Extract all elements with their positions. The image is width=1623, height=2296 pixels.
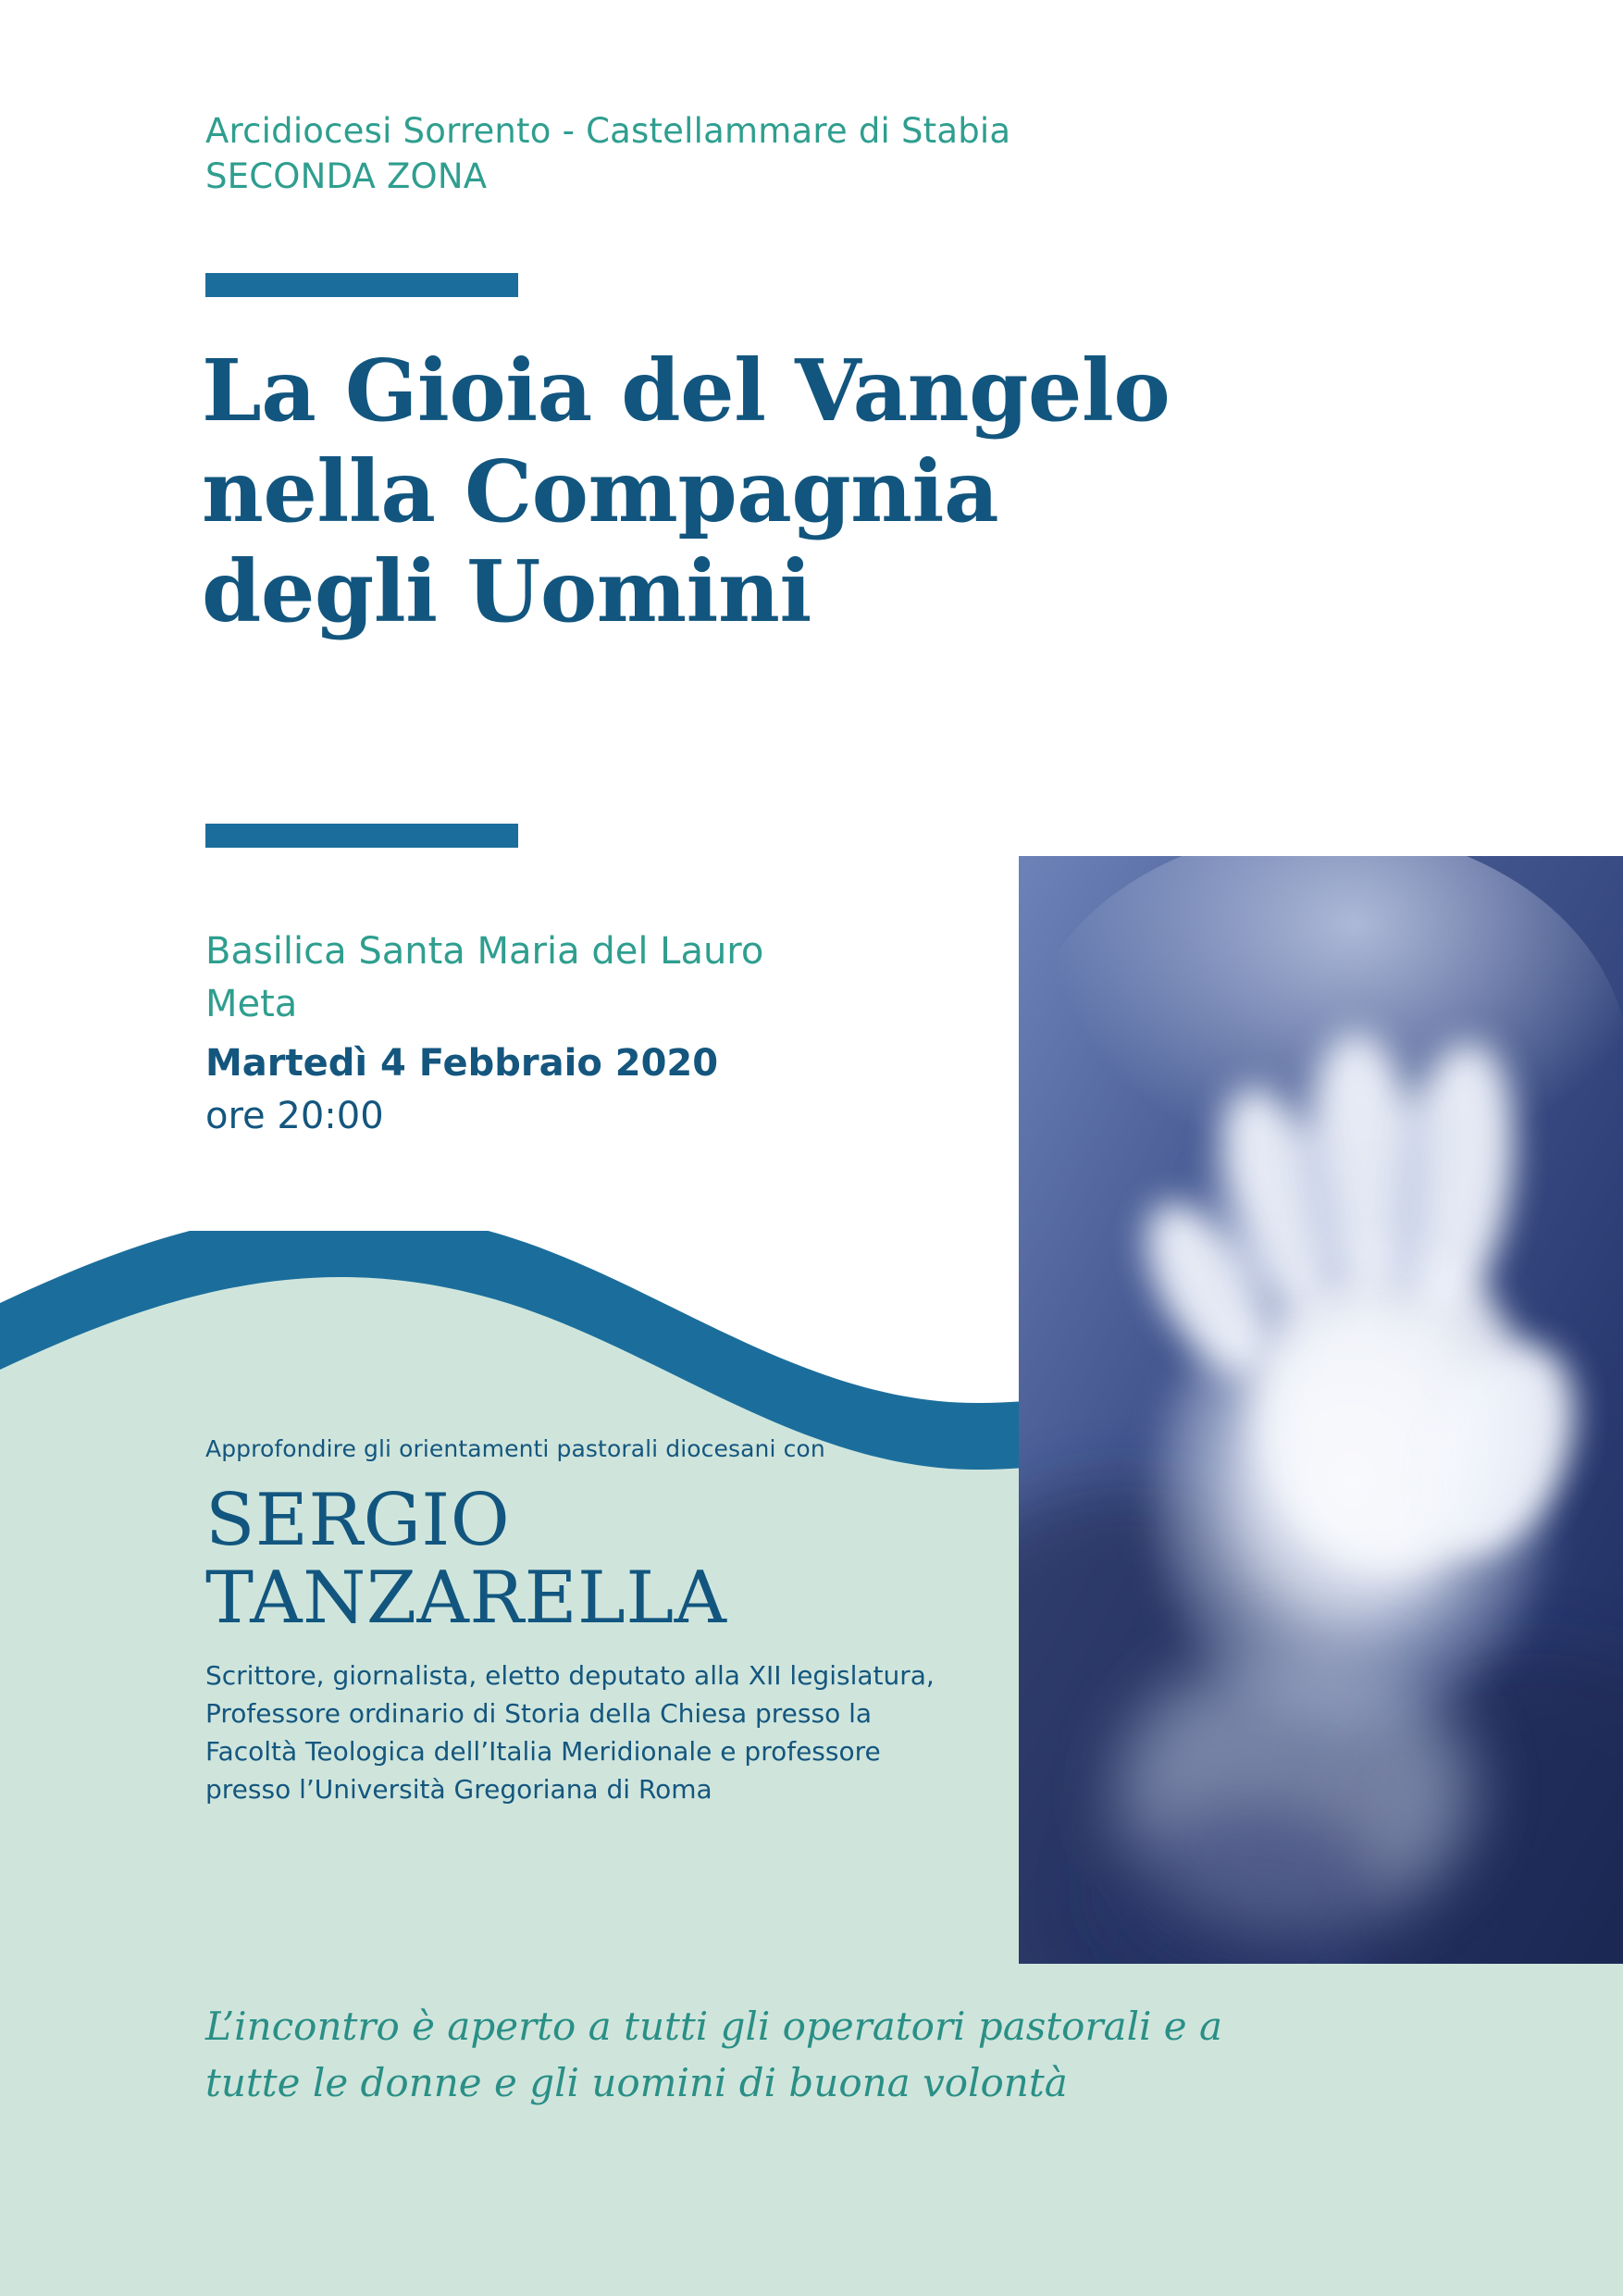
event-details: [205, 925, 1038, 1142]
title-line-3: degli Uomini: [202, 541, 812, 642]
speaker-block: [205, 1434, 946, 1808]
divider-rule-bottom: [205, 824, 518, 848]
event-date: Martedì 4 Febbraio 2020: [205, 1041, 719, 1085]
open-hand-photo: [1019, 856, 1623, 1964]
venue-name: Basilica Santa Maria del Lauro: [205, 930, 764, 973]
title-line-1: La Gioia del Vangelo: [202, 341, 1171, 441]
closing-note: [205, 1999, 1427, 2112]
speaker-name: [205, 1478, 946, 1640]
closing-line-2: tutte le donne e gli uomini di buona volontà: [205, 2059, 1068, 2105]
title-line-2: nella Compagnia: [202, 441, 999, 541]
closing-line-1: L’incontro è aperto a tutti gli operatori pastorali e a: [205, 2004, 1223, 2049]
speaker-bio: Scrittore, giornalista, eletto deputato alla XII legislatura, Professore ordinario di Storia della Chiesa presso la Facoltà Teologica dell’Italia Meridionale e professore presso l’Università Gregoriana di Roma: [205, 1659, 935, 1805]
diocese-header: [205, 109, 1316, 200]
zone-name: SECONDA ZONA: [205, 155, 488, 196]
diocese-name: Arcidiocesi Sorrento - Castellammare di Stabia: [205, 111, 1011, 151]
speaker-kicker: Approfondire gli orientamenti pastorali diocesani con: [205, 1435, 825, 1462]
divider-rule-top: [205, 273, 518, 297]
speaker-last-name: TANZARELLA: [205, 1556, 727, 1640]
event-time: ore 20:00: [205, 1094, 384, 1137]
speaker-first-name: SERGIO: [205, 1478, 511, 1562]
venue-city: Meta: [205, 982, 298, 1025]
page-title: [202, 341, 1423, 642]
